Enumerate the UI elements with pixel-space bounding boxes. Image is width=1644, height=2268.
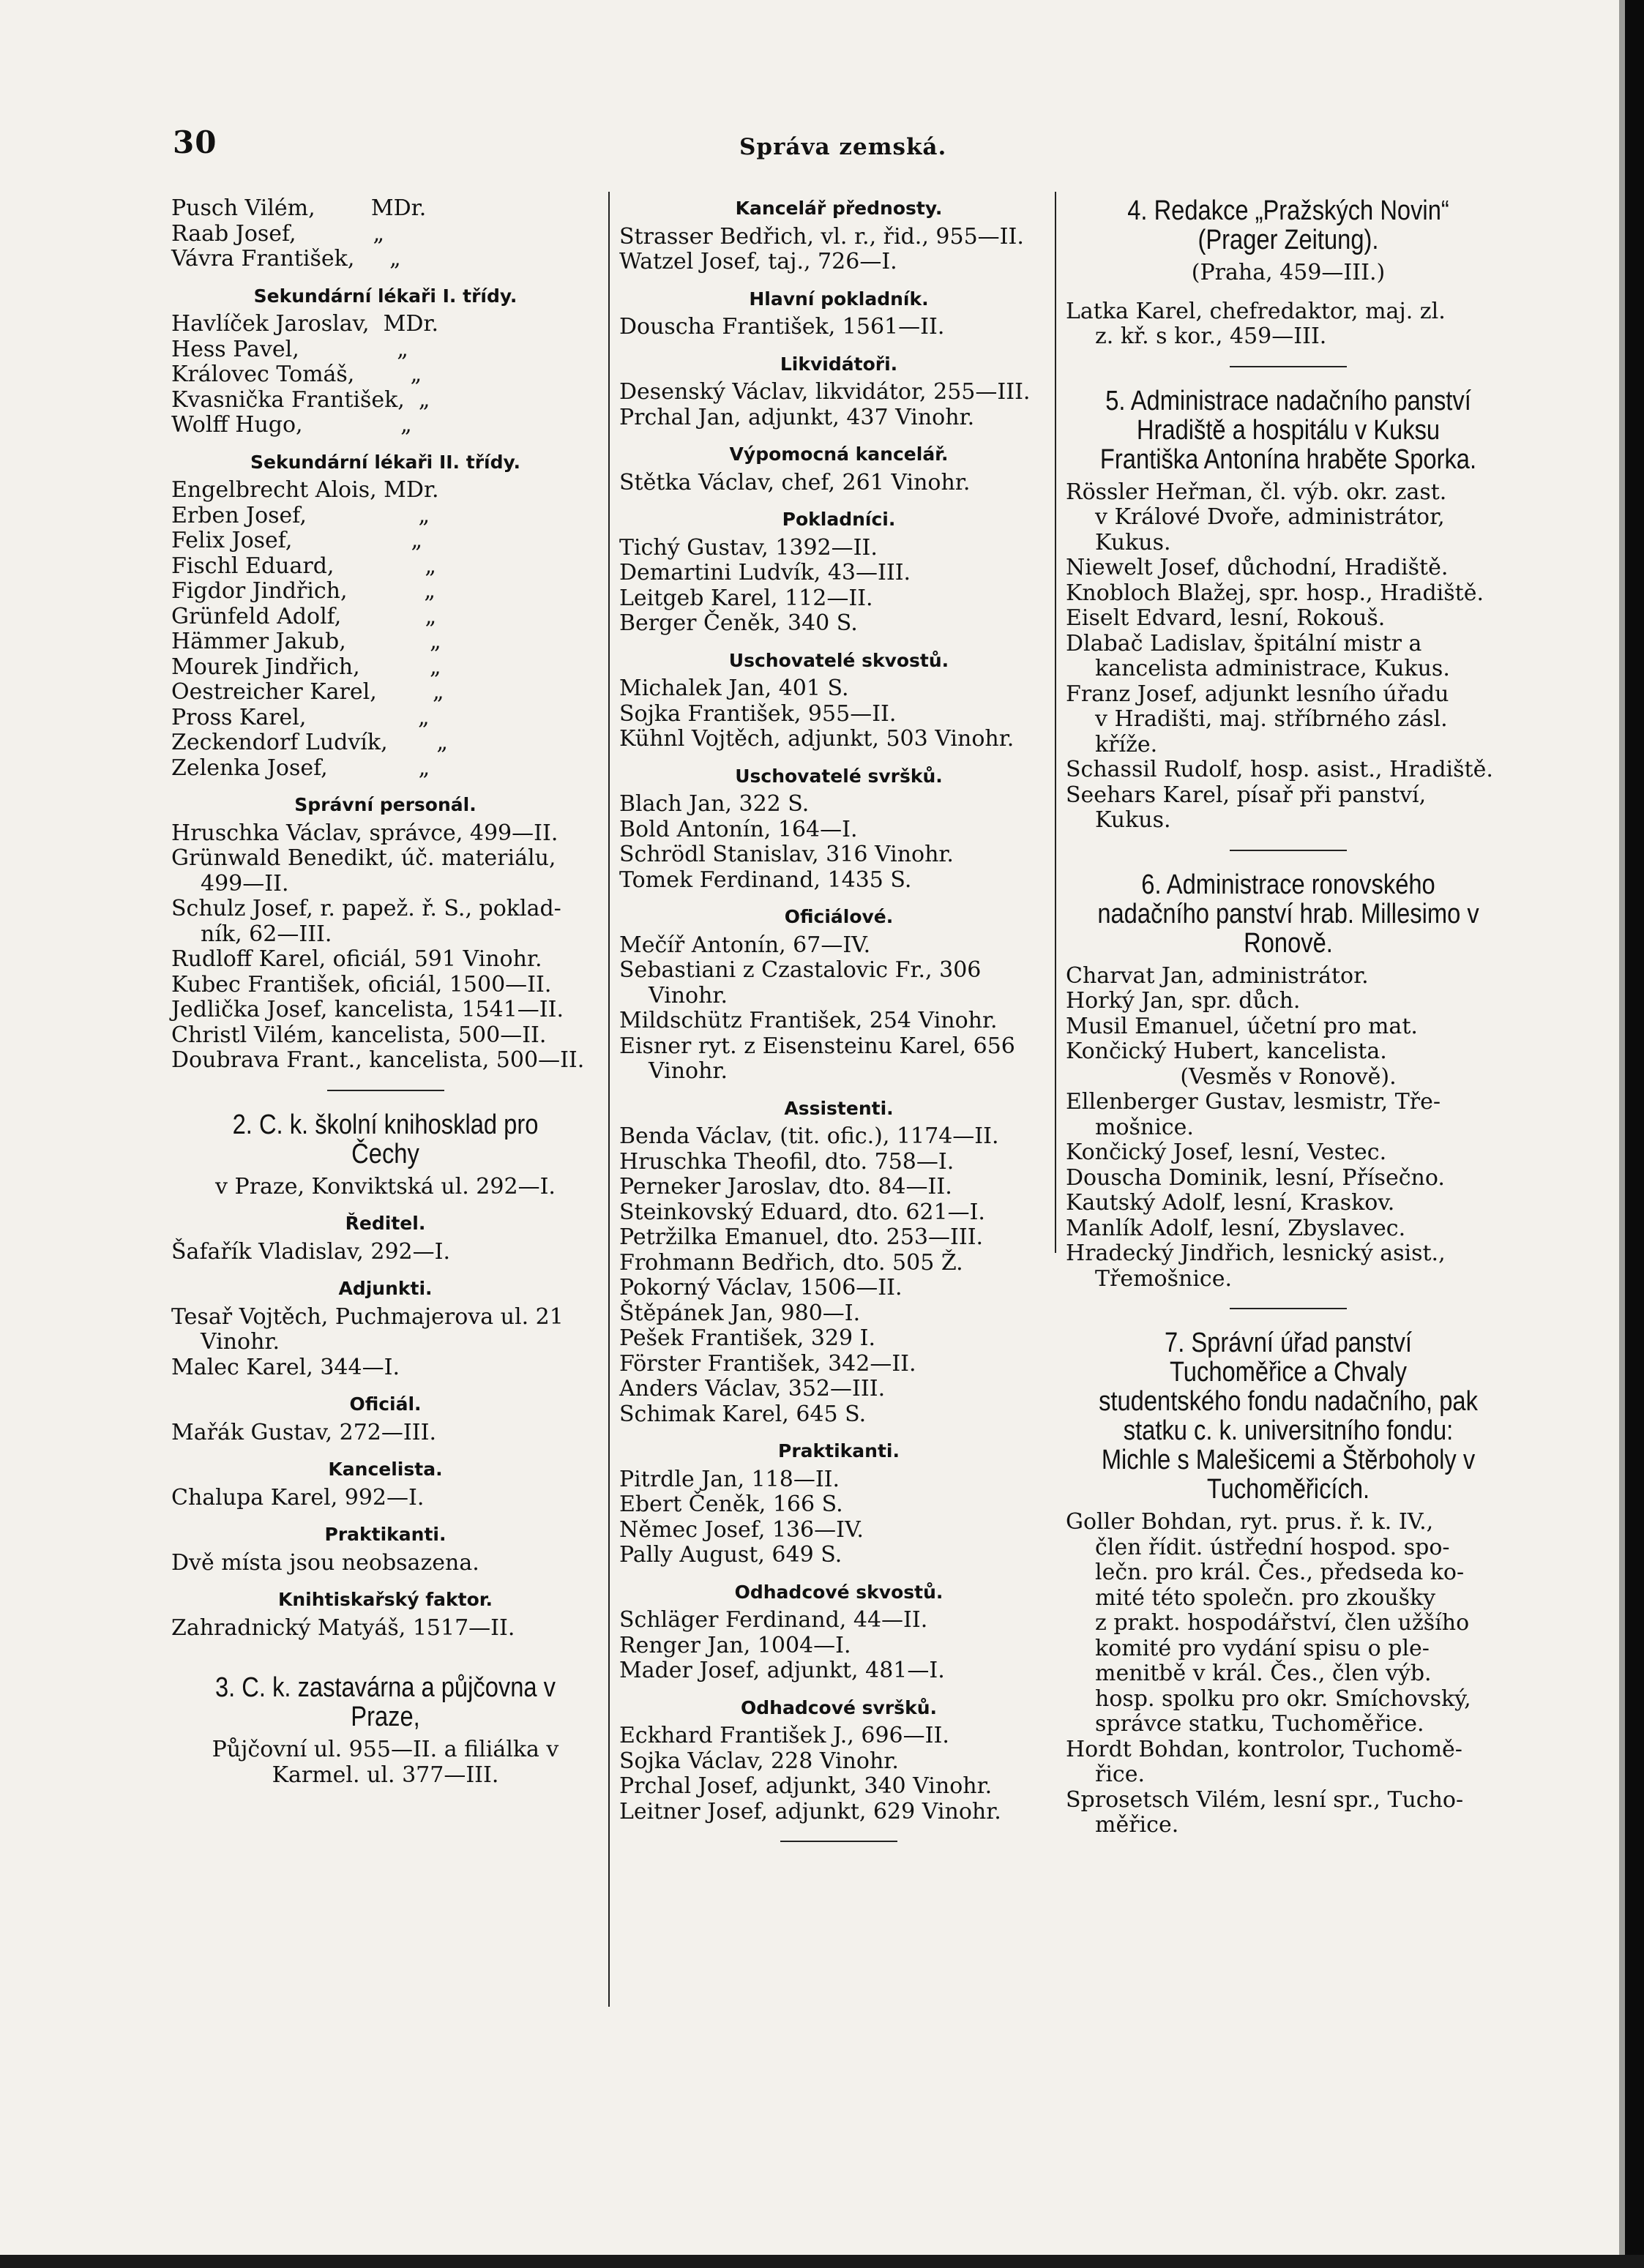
list-item: Půjčovní ul. 955—II. a filiálka v: [212, 1737, 559, 1762]
list-item: Musil Emanuel, účetní pro mat.: [1066, 1013, 1418, 1039]
list-item: Sprosetsch Vilém, lesní spr., Tucho-: [1066, 1786, 1464, 1813]
section-heading: Praktikanti.: [324, 1524, 447, 1545]
section-address: (Praha, 459—III.): [1191, 260, 1386, 285]
entry-list: [619, 933, 1058, 1085]
list-item: Chalupa Karel, 992—I.: [171, 1484, 425, 1511]
list-item: Goller Bohdan, ryt. prus. ř. k. IV.,: [1066, 1509, 1434, 1535]
entry-list: [1066, 480, 1511, 834]
list-item: Havlíček Jaroslav, MDr.: [171, 311, 438, 337]
section-title: 7. Správní úřad panství Tuchoměřice a Chvaly studentského fondu nadačního, pak statku c. k. universitního fondu: Michle s Malešicemi a Štěrboholy v Tuchoměřicích.: [1099, 1328, 1478, 1505]
separator-rule: [780, 1841, 897, 1842]
list-item: Tichý Gustav, 1392—II.: [619, 534, 878, 561]
entry-list: [619, 1467, 1058, 1568]
list-item: mošnice.: [1095, 1114, 1194, 1140]
list-item: Latka Karel, chefredaktor, maj. zl.: [1066, 298, 1446, 324]
list-item: Sojka Václav, 228 Vinohr.: [619, 1748, 899, 1774]
section-address: v Praze, Konviktská ul. 292—I.: [215, 1173, 556, 1200]
section-title: 4. Redakce „Pražských Novin“ (Prager Zeitung).: [1127, 195, 1449, 255]
list-item: Figdor Jindřich, „: [171, 578, 436, 604]
list-item: Končický Josef, lesní, Vestec.: [1066, 1139, 1387, 1165]
running-title: Správa zemská.: [739, 134, 947, 160]
list-item: Schläger Ferdinand, 44—II.: [619, 1607, 928, 1633]
column-right: [1066, 196, 1511, 1838]
list-item: Hradecký Jindřich, lesnický asist.,: [1066, 1240, 1446, 1266]
section-heading: Pokladníci.: [782, 509, 896, 530]
separator-rule: [1230, 850, 1347, 851]
list-item: lečn. pro král. Čes., předseda ko-: [1095, 1560, 1465, 1585]
list-item: měřice.: [1095, 1812, 1179, 1838]
list-item: Blach Jan, 322 S.: [619, 791, 810, 817]
list-item: Mader Josef, adjunkt, 481—I.: [619, 1658, 945, 1683]
list-item: z prakt. hospodářství, člen užšího: [1095, 1610, 1470, 1636]
list-item: Hämmer Jakub, „: [171, 629, 441, 654]
list-item: Perneker Jaroslav, dto. 84—II.: [619, 1174, 952, 1200]
section-heading: Správní personál.: [294, 794, 477, 815]
section-heading: Hlavní pokladník.: [749, 288, 929, 310]
section-heading: Uschovatelé skvostů.: [728, 649, 949, 671]
entry-list: [619, 315, 1058, 340]
list-item: kříže.: [1095, 731, 1158, 757]
list-item: ník, 62—III.: [201, 921, 332, 947]
list-item: řice.: [1095, 1762, 1146, 1787]
list-item: Tesař Vojtěch, Puchmajerova ul. 21: [171, 1303, 564, 1330]
list-item: Förster František, 342—II.: [619, 1350, 916, 1377]
list-item: Rudloff Karel, oficiál, 591 Vinohr.: [171, 946, 542, 972]
section-heading: Sekundární lékaři I. třídy.: [253, 285, 518, 307]
list-item: Kautský Adolf, lesní, Kraskov.: [1066, 1190, 1395, 1216]
list-item: Schassil Rudolf, hosp. asist., Hradiště.: [1066, 757, 1493, 782]
list-item: v Králové Dvoře, administrátor,: [1095, 504, 1445, 530]
list-item: Bold Antonín, 164—I.: [619, 816, 858, 842]
section-heading: Praktikanti.: [778, 1440, 900, 1462]
list-item: Tomek Ferdinand, 1435 S.: [619, 867, 912, 893]
list-item: Leitner Josef, adjunkt, 629 Vinohr.: [619, 1798, 1001, 1824]
list-item: Frohmann Bedřich, dto. 505 Ž.: [619, 1249, 963, 1276]
list-item: Prchal Jan, adjunkt, 437 Vinohr.: [619, 404, 975, 430]
list-item: Wolff Hugo, „: [171, 412, 412, 438]
list-item: kancelista administrace, Kukus.: [1095, 656, 1450, 681]
entry-list: [619, 792, 1058, 893]
list-item: Pally August, 649 S.: [619, 1542, 842, 1568]
entry-list: [619, 1724, 1058, 1824]
list-item: Mečíř Antonín, 67—IV.: [619, 932, 871, 958]
section-heading: Kancelista.: [328, 1459, 443, 1480]
list-item: Šafařík Vladislav, 292—I.: [171, 1238, 451, 1265]
section-heading: Sekundární lékaři II. třídy.: [250, 451, 521, 473]
list-item: Dvě místa jsou neobsazena.: [171, 1549, 479, 1576]
list-item: Fischl Eduard, „: [171, 553, 436, 579]
list-item: Prchal Josef, adjunkt, 340 Vinohr.: [619, 1773, 993, 1799]
list-item: Pusch Vilém, MDr.: [171, 195, 427, 221]
list-item: Sojka František, 955—II.: [619, 700, 897, 727]
list-item: Manlík Adolf, lesní, Zbyslavec.: [1066, 1215, 1406, 1241]
list-item: Petržilka Emanuel, dto. 253—III.: [619, 1224, 984, 1250]
entry-list: [619, 536, 1058, 637]
list-item: Schulz Josef, r. papež. ř. S., poklad-: [171, 896, 561, 921]
list-item: Vinohr.: [649, 1058, 728, 1084]
list-item: Oestreicher Karel, „: [171, 679, 444, 705]
entry-list: [171, 821, 599, 1074]
list-item: Ebert Čeněk, 166 S.: [619, 1492, 843, 1517]
section-heading: Adjunkti.: [338, 1278, 433, 1299]
list-item: z. kř. s kor., 459—III.: [1095, 323, 1327, 349]
list-item: Leitgeb Karel, 112—II.: [619, 585, 873, 611]
section-heading: Ředitel.: [345, 1213, 426, 1234]
column-left: [171, 196, 599, 1788]
list-item: Karmel. ul. 377—III.: [272, 1762, 499, 1788]
list-item: Niewelt Josef, důchodní, Hradiště.: [1066, 555, 1449, 580]
list-item: 499—II.: [201, 870, 289, 897]
list-item: Vinohr.: [649, 982, 728, 1008]
list-item: člen řídit. ústřední hospod. spo-: [1095, 1534, 1450, 1560]
list-item: Hordt Bohdan, kontrolor, Tuchomě-: [1066, 1736, 1462, 1762]
list-item: Grünfeld Adolf, „: [171, 603, 437, 629]
entry-list: [619, 676, 1058, 752]
list-item: Vinohr.: [201, 1329, 280, 1355]
entry-list: [171, 478, 599, 781]
scan-border-bottom: [0, 2255, 1644, 2268]
list-item: Raab Josef, „: [171, 220, 385, 247]
list-item: Zeckendorf Ludvík, „: [171, 730, 448, 755]
list-item: Vávra František, „: [171, 246, 401, 272]
list-item: menitbě v král. Čes., člen výb.: [1095, 1661, 1432, 1686]
list-item: Kühnl Vojtěch, adjunkt, 503 Vinohr.: [619, 726, 1015, 752]
list-item: Doubrava Frant., kancelista, 500—II.: [171, 1047, 585, 1073]
entry-list: [619, 380, 1058, 430]
separator-rule: [327, 1090, 444, 1091]
entry-list: [171, 196, 599, 272]
section-heading: Odhadcové svršků.: [741, 1696, 937, 1718]
entry-list: [619, 1608, 1058, 1684]
list-item: Christl Vilém, kancelista, 500—II.: [171, 1022, 547, 1048]
list-item: Seehars Karel, písař při panství,: [1066, 782, 1427, 808]
list-item: Knobloch Blažej, spr. hosp., Hradiště.: [1066, 580, 1484, 606]
list-item: v Hradišti, maj. stříbrného zásl.: [1095, 706, 1448, 732]
list-item: Jedlička Josef, kancelista, 1541—II.: [171, 997, 564, 1022]
list-item: Erben Josef, „: [171, 502, 430, 528]
entry-list: [171, 1305, 599, 1381]
entry-list: [619, 471, 1058, 496]
list-item: Pitrdle Jan, 118—II.: [619, 1466, 840, 1492]
list-item: Kukus.: [1095, 529, 1171, 555]
list-item: komité pro vydání spisu o ple-: [1095, 1635, 1430, 1661]
list-item: Mildschütz František, 254 Vinohr.: [619, 1008, 998, 1033]
entry-list: [1066, 1090, 1511, 1292]
list-item: Renger Jan, 1004—I.: [619, 1632, 851, 1658]
list-item: Grünwald Benedikt, úč. materiálu,: [171, 845, 556, 871]
entry-list: [619, 1124, 1058, 1427]
list-item: Watzel Josef, taj., 726—I.: [619, 249, 897, 274]
scan-border-right: [1625, 0, 1644, 2268]
list-item: Končický Hubert, kancelista.: [1066, 1038, 1387, 1064]
list-item: Hess Pavel, „: [171, 336, 408, 362]
list-item: Zelenka Josef, „: [171, 755, 430, 781]
column-middle: [619, 196, 1058, 1861]
section-title: 3. C. k. zastavárna a půjčovna v Praze,: [214, 1672, 556, 1732]
list-item: Benda Václav, (tit. ofic.), 1174—II.: [619, 1123, 999, 1149]
list-item: Schimak Karel, 645 S.: [619, 1401, 867, 1427]
list-item: Anders Václav, 352—III.: [619, 1376, 886, 1401]
section-title: 5. Administrace nadačního panství Hradiště a hospitálu v Kuksu Františka Antonína hraběte Sporka.: [1099, 385, 1477, 475]
section-heading: Assistenti.: [784, 1097, 894, 1119]
list-item: Douscha Dominik, lesní, Přísečno.: [1066, 1164, 1445, 1191]
list-item: Michalek Jan, 401 S.: [619, 675, 849, 701]
list-item: Pešek František, 329 I.: [619, 1325, 876, 1351]
page-number: 30: [173, 124, 217, 160]
entry-list: [1066, 299, 1511, 350]
list-item: Hruschka Václav, správce, 499—II.: [171, 820, 558, 846]
list-item: Ellenberger Gustav, lesmistr, Tře-: [1066, 1089, 1441, 1115]
list-item: Schrödl Stanislav, 316 Vinohr.: [619, 842, 954, 867]
scan-edge: [1619, 0, 1625, 2268]
list-item: Franz Josef, adjunkt lesního úřadu: [1066, 681, 1449, 707]
list-item: Mařák Gustav, 272—III.: [171, 1419, 436, 1445]
list-item: Strasser Bedřich, vl. r., řid., 955—II.: [619, 223, 1024, 250]
section-title: 6. Administrace ronovského nadačního panství hrab. Millesimo v Ronově.: [1097, 869, 1479, 959]
list-item: Sebastiani z Czastalovic Fr., 306: [619, 957, 982, 983]
list-item: Královec Tomáš, „: [171, 362, 422, 387]
list-item: mité této společn. pro zkoušky: [1095, 1584, 1436, 1611]
list-item: Eiselt Edvard, lesní, Rokouš.: [1066, 605, 1386, 631]
list-item: Eisner ryt. z Eisensteinu Karel, 656: [619, 1033, 1015, 1059]
entry-list: [1066, 964, 1511, 1065]
list-item: Stětka Václav, chef, 261 Vinohr.: [619, 469, 971, 495]
section-heading: Knihtiskařský faktor.: [277, 1589, 493, 1610]
section-heading: Oficiál.: [349, 1393, 422, 1415]
section-note: (Vesměs v Ronově).: [1180, 1063, 1397, 1090]
list-item: Steinkovský Eduard, dto. 621—I.: [619, 1199, 985, 1225]
section-title: 2. C. k. školní knihosklad pro Čechy: [232, 1109, 539, 1169]
section-heading: Likvidátoři.: [780, 353, 898, 375]
list-item: Berger Čeněk, 340 S.: [619, 610, 858, 636]
list-item: Eckhard František J., 696—II.: [619, 1723, 949, 1748]
list-item: Rössler Heřman, čl. výb. okr. zast.: [1066, 479, 1447, 505]
column-divider-1: [608, 192, 610, 2007]
list-item: Malec Karel, 344—I.: [171, 1354, 400, 1380]
section-heading: Uschovatelé svršků.: [735, 765, 943, 787]
list-item: Pross Karel, „: [171, 704, 430, 730]
section-heading: Kancelář přednosty.: [735, 198, 943, 219]
list-item: Kukus.: [1095, 807, 1171, 833]
list-item: Zahradnický Matyáš, 1517—II.: [171, 1614, 515, 1641]
list-item: Felix Josef, „: [171, 528, 423, 553]
separator-rule: [1230, 366, 1347, 367]
list-item: Němec Josef, 136—IV.: [619, 1516, 864, 1543]
list-item: Charvat Jan, administrátor.: [1066, 962, 1369, 989]
section-heading: Výpomocná kancelář.: [729, 444, 949, 465]
separator-rule: [1230, 1308, 1347, 1309]
entry-list: [171, 1737, 599, 1788]
list-item: hosp. spolku pro okr. Smíchovský,: [1095, 1685, 1471, 1712]
list-item: Kubec František, oficiál, 1500—II.: [171, 971, 552, 998]
entry-list: [1066, 1510, 1511, 1838]
list-item: Kvasnička František, „: [171, 386, 430, 413]
entry-list: [619, 225, 1058, 275]
list-item: Dlabač Ladislav, špitální mistr a: [1066, 630, 1422, 656]
list-item: Hruschka Theofil, dto. 758—I.: [619, 1148, 954, 1175]
section-heading: Oficiálové.: [784, 906, 894, 927]
list-item: Pokorný Václav, 1506—II.: [619, 1275, 903, 1300]
section-heading: Odhadcové skvostů.: [734, 1581, 944, 1603]
list-item: Třemošnice.: [1095, 1265, 1233, 1292]
list-item: správce statku, Tuchoměřice.: [1095, 1711, 1424, 1737]
list-item: Mourek Jindřich, „: [171, 654, 441, 680]
list-item: Horký Jan, spr. důch.: [1066, 988, 1301, 1014]
list-item: Desenský Václav, likvidátor, 255—III.: [619, 379, 1031, 405]
list-item: Douscha František, 1561—II.: [619, 314, 945, 340]
list-item: Engelbrecht Alois, MDr.: [171, 477, 439, 503]
list-item: Štěpánek Jan, 980—I.: [619, 1300, 861, 1326]
entry-list: [171, 312, 599, 438]
list-item: Demartini Ludvík, 43—III.: [619, 560, 911, 585]
